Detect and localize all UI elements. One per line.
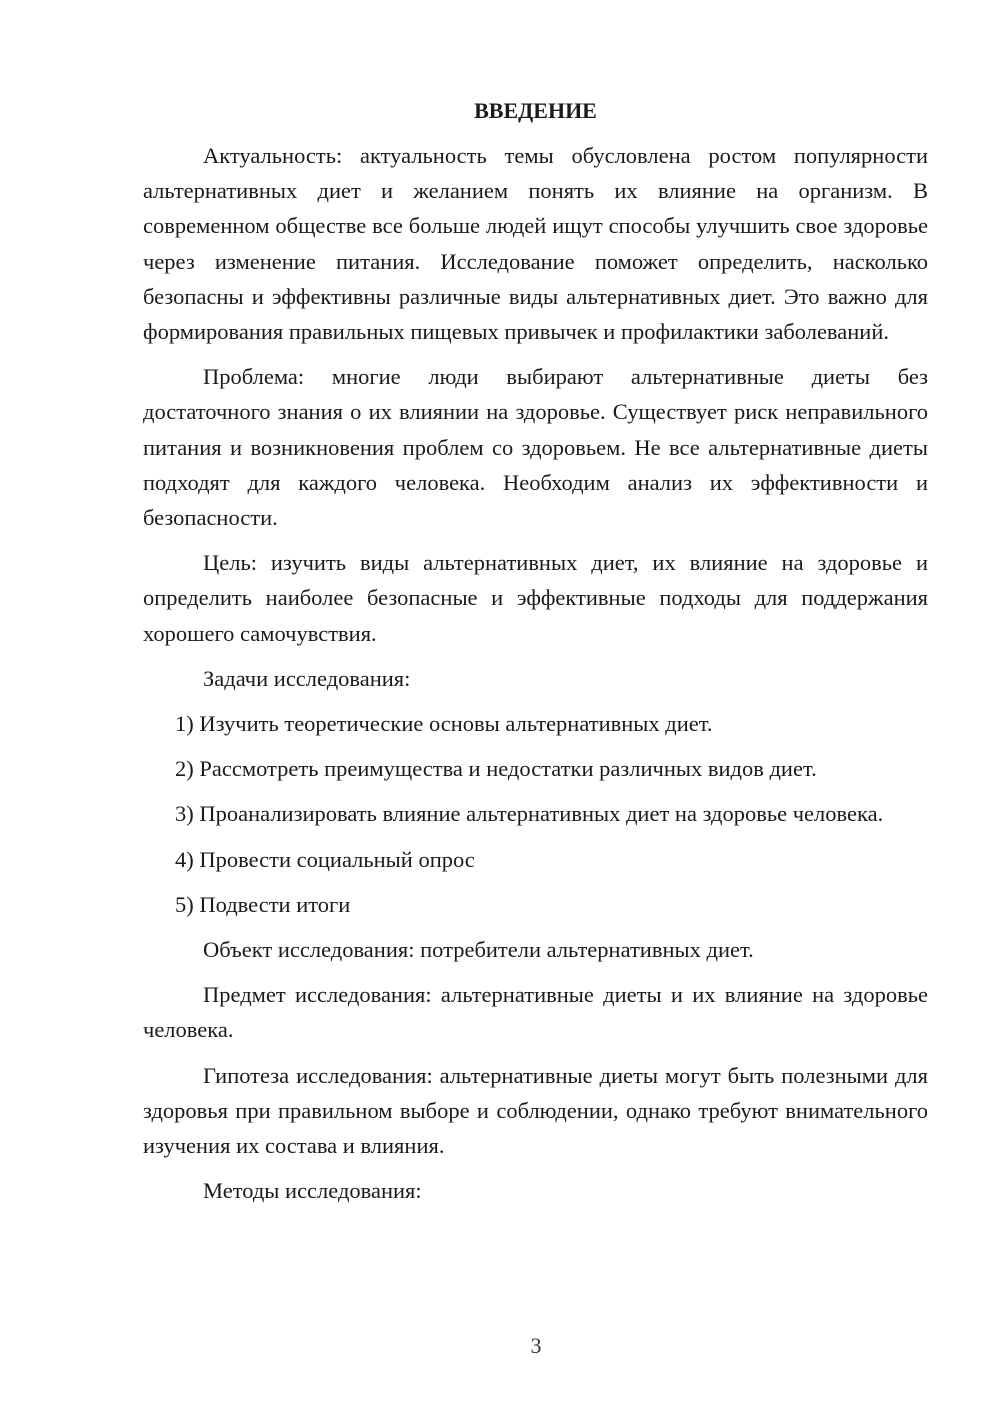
task-item-2: 2) Рассмотреть преимущества и недостатки различных видов диет. xyxy=(175,756,817,782)
methods-heading: Методы исследования: xyxy=(203,1178,422,1204)
subject-paragraph: Предмет исследования: альтернативные диеты и их влияние на здоровье человека. xyxy=(143,982,928,1043)
relevance-paragraph: Актуальность: актуальность темы обусловлена ростом популярности альтернативных диет и желанием понять их влияние на организм. В современном обществе все больше людей ищут способы улучшить свое здоровье через изменение питания. Исследование поможет определить, насколько безопасны и эффективны различные виды альтернативных диет. Это важно для формирования правильных пищевых привычек и профилактики заболеваний. xyxy=(143,143,928,345)
task-item-1: 1) Изучить теоретические основы альтернативных диет. xyxy=(175,711,713,737)
task-item-5: 5) Подвести итоги xyxy=(175,891,351,917)
page-title: ВВЕДЕНИЕ xyxy=(474,98,597,123)
tasks-heading: Задачи исследования: xyxy=(203,665,411,691)
page-number: 3 xyxy=(530,1333,542,1358)
goal-paragraph: Цель: изучить виды альтернативных диет, их влияние на здоровье и определить наиболее безопасные и эффективные подходы для поддержания хорошего самочувствия. xyxy=(143,550,928,646)
task-item-4: 4) Провести социальный опрос xyxy=(175,846,475,872)
page-content xyxy=(143,94,928,1218)
hypothesis-paragraph: Гипотеза исследования: альтернативные диеты могут быть полезными для здоровья при правильном выборе и соблюдении, однако требуют внимательного изучения их состава и влияния. xyxy=(143,1062,928,1159)
object-paragraph: Объект исследования: потребители альтернативных диет. xyxy=(203,937,754,963)
task-item-3: 3) Проанализировать влияние альтернативных диет на здоровье человека. xyxy=(175,801,884,827)
problem-paragraph: Проблема: многие люди выбирают альтернативные диеты без достаточного знания о их влиянии на здоровье. Существует риск неправильного питания и возникновения проблем со здоровьем. Не все альтернативные диеты подходят для каждого человека. Необходим анализ их эффективности и безопасности. xyxy=(143,364,928,531)
